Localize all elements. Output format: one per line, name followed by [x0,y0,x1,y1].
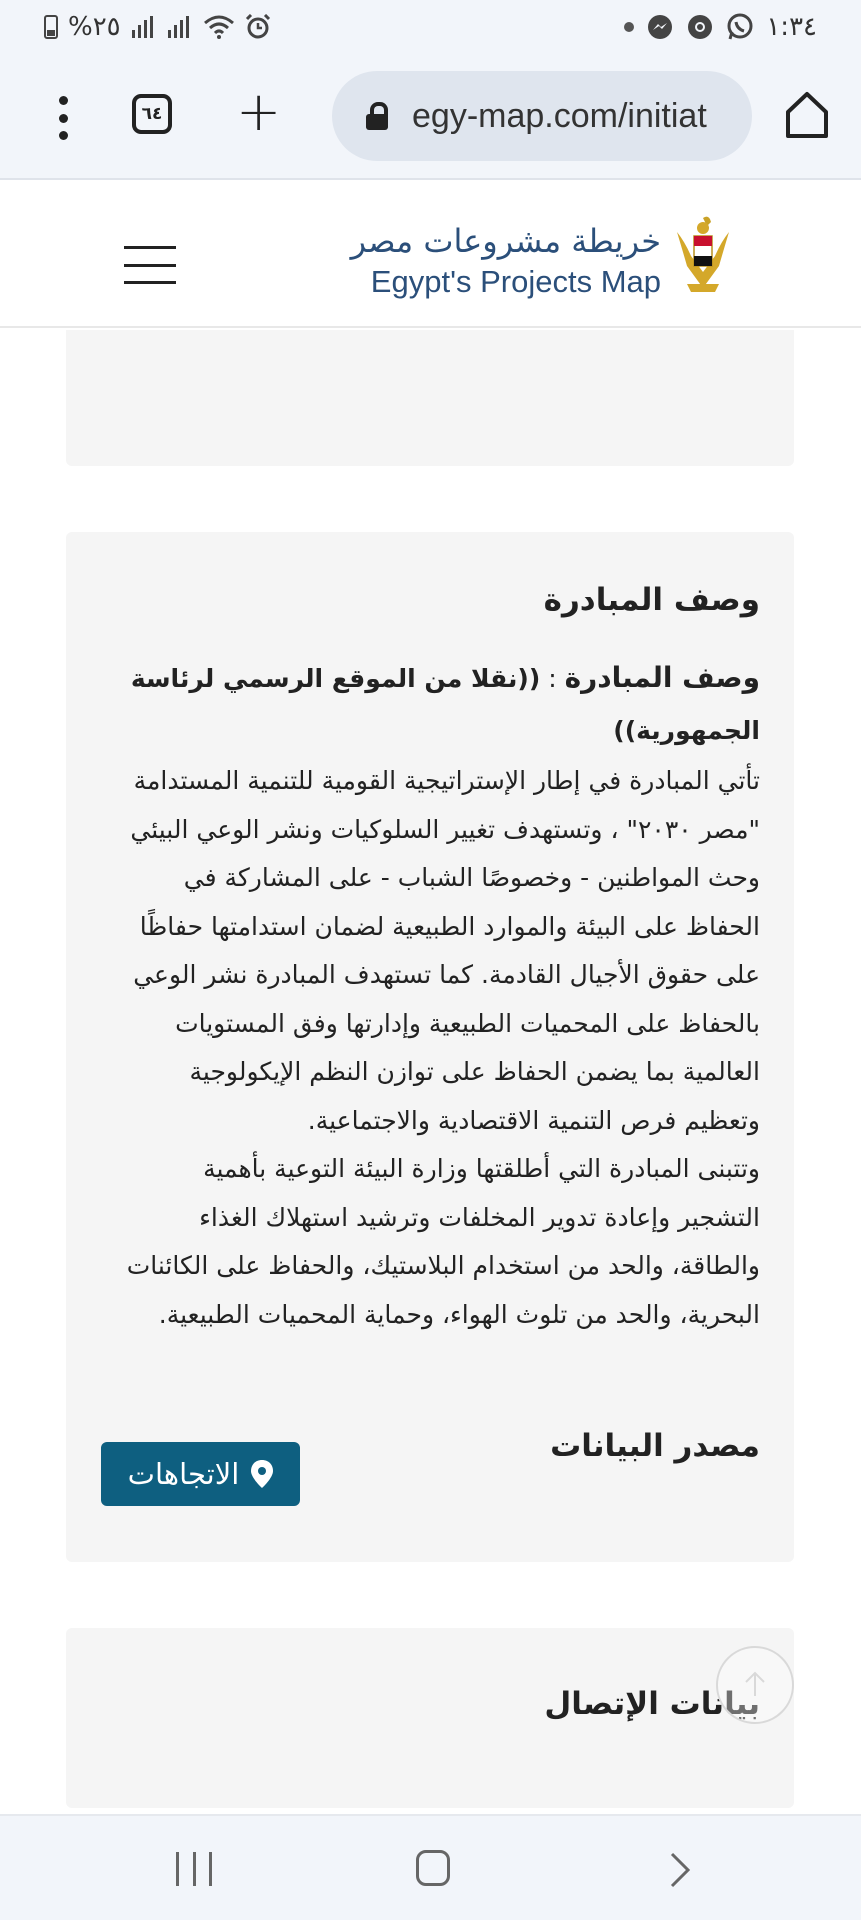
battery-percent: %٢٥ [68,12,121,42]
chrome-icon [686,13,714,41]
description-content [90,652,760,1339]
description-line: العالمية بما يضمن الحفاظ على توازن النظم الإيكولوجية [189,1057,760,1086]
directions-label: الاتجاهات [127,1457,240,1491]
home-nav-icon[interactable] [416,1850,450,1886]
map-pin-icon [251,1460,273,1488]
logo-english: Egypt's Projects Map [370,264,661,299]
status-right [624,12,817,42]
contact-title: بيانات الإتصال [544,1686,760,1722]
clock-time: ١:٣٤ [766,12,817,42]
url-text[interactable]: egy-map.com/initiat [412,96,707,135]
home-icon[interactable] [784,90,830,140]
description-title: وصف المبادرة [543,582,760,618]
signal-icon-2 [167,16,193,38]
source-note: ((نقلا من الموقع الرسمي لرئاسة الجمهورية)) [130,664,760,745]
recent-apps-icon[interactable] [176,1852,212,1886]
logo-arabic: خريطة مشروعات مصر [350,222,661,260]
browser-menu-icon[interactable] [48,96,78,140]
directions-button[interactable] [101,1442,300,1506]
description-line: على حقوق الأجيال القادمة. كما تستهدف المبادرة نشر الوعي [133,960,760,989]
site-header [0,182,861,328]
back-icon[interactable] [664,1852,694,1888]
signal-icon [131,16,157,38]
description-body [90,757,760,1339]
description-header [90,652,760,757]
data-source-title: مصدر البيانات [550,1428,760,1464]
battery-icon [44,15,58,39]
new-tab-icon[interactable]: + [236,80,282,143]
description-line: "مصر ٢٠٣٠" ، وتستهدف تغيير السلوكيات ونشر الوعي البيئي [130,814,760,844]
address-bar[interactable] [332,71,752,161]
site-logo-text[interactable] [351,222,661,300]
eagle-emblem-icon[interactable] [673,212,733,298]
contact-card [66,1628,794,1808]
system-nav-bar [0,1814,861,1920]
notification-dot-icon [624,22,634,32]
label-separator: : [540,664,565,693]
tab-count: ٦٤ [141,104,163,124]
hamburger-menu-icon[interactable] [124,246,176,284]
description-line: والطاقة، والحد من استخدام البلاستيك، والحفاظ على الكائنات [126,1251,760,1280]
description-line: وتعظيم فرص التنمية الاقتصادية والاجتماعية. [307,1105,760,1135]
description-line: تأتي المبادرة في إطار الإستراتيجية القومية للتنمية المستدامة [133,766,760,795]
scroll-to-top-button[interactable] [716,1646,794,1724]
description-line: وحث المواطنين - وخصوصًا الشباب - على المشاركة في [183,863,760,892]
browser-toolbar [0,56,861,180]
description-line: التشجير وإعادة تدوير المخلفات وترشيد استهلاك الغذاء [199,1202,760,1232]
status-left [44,12,271,42]
description-line: وتتبنى المبادرة التي أطلقتها وزارة البيئة التوعية بأهمية [203,1154,760,1183]
status-bar [0,0,861,56]
messenger-icon [646,13,674,41]
tab-switcher-button[interactable] [132,94,172,134]
description-line: البحرية، والحد من تلوث الهواء، وحماية المحميات الطبيعية. [158,1299,760,1329]
alarm-icon [245,14,271,40]
whatsapp-icon [726,13,754,41]
wifi-icon [203,15,235,39]
description-line: بالحفاظ على المحميات الطبيعية وإدارتها وفق المستويات [175,1008,760,1038]
description-label: وصف المبادرة [564,661,760,694]
lock-icon[interactable] [366,102,388,130]
description-card [66,532,794,1562]
description-line: الحفاظ على البيئة والموارد الطبيعية لضمان استدامتها حفاظًا [139,911,760,941]
previous-section-card [66,330,794,466]
